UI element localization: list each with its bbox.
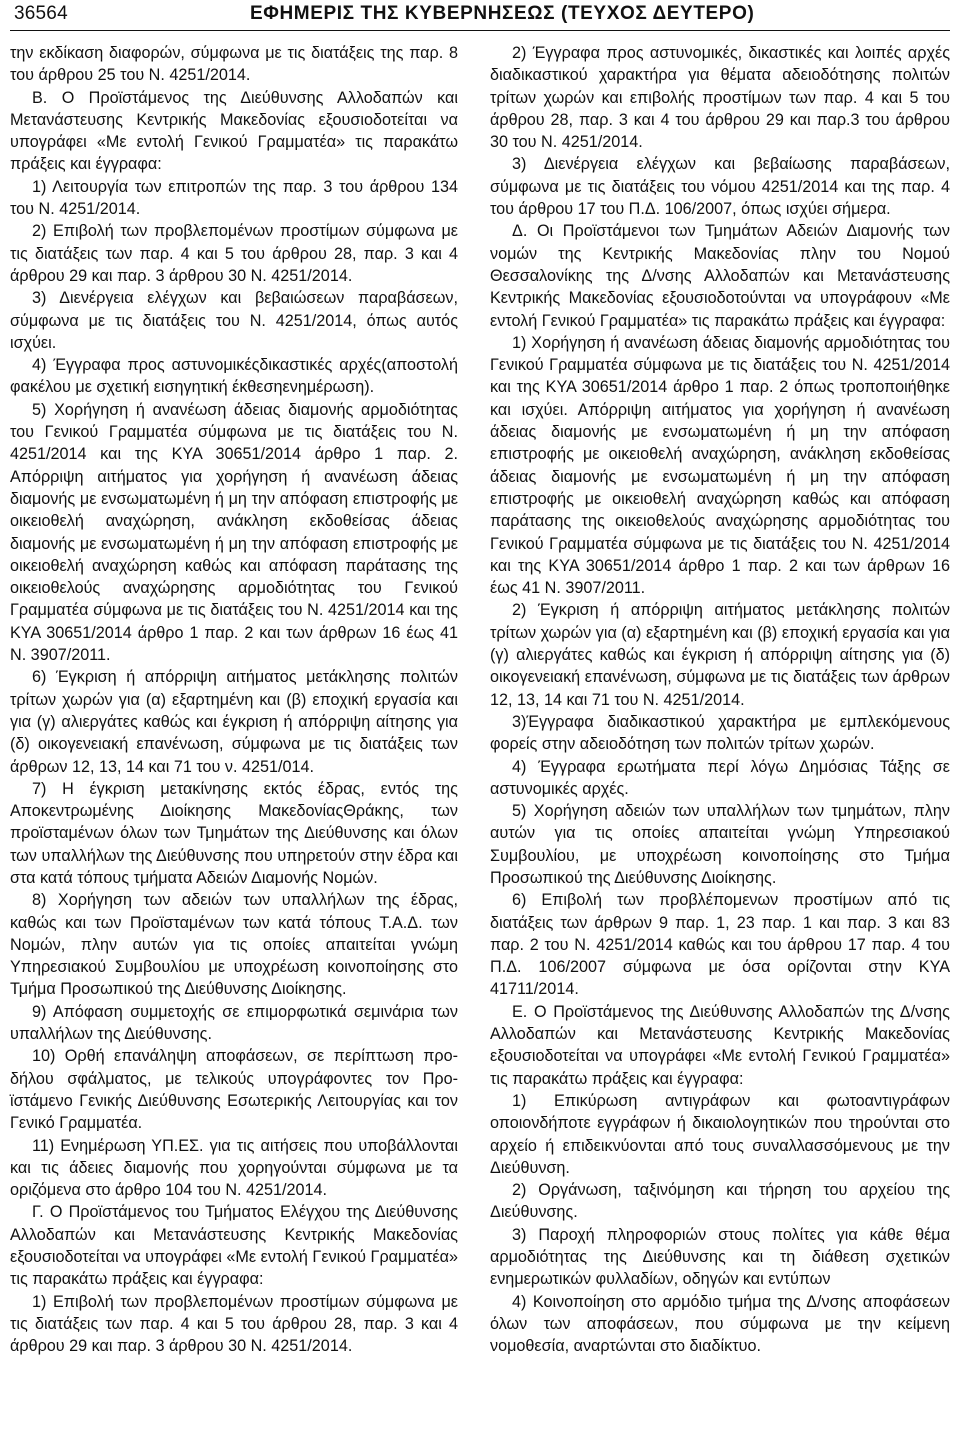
paragraph: 8) Χορήγηση των αδειών των υπαλλήλων της έδρας, καθώς και των Προϊσταμένων των κατά τόπους Τ.Α.Δ. των Νομών, πλην αυτών για τις οποίες απαιτείται γνώμη Υπηρεσιακού Συμβουλίου με υποχρέωση κοινοποίησης στο Τμήμα Προσωπικού της Διεύθυνσης Διοίκησης. [10, 891, 458, 999]
paragraph: 4) Έγγραφα προς αστυνομικέςδικαστικές αρχές(αποστολή φακέλου με σχετική εισηγητική έκθεσηενημέρωση). [10, 356, 458, 397]
paragraph: 4) Κοινοποίηση στο αρμόδιο τμήμα της Δ/νσης αποφάσεων όλων των αποφάσεων, που σύμφωνα με την κείμενη νομοθεσία, αναρτώνται στο διαδίκτυο. [490, 1292, 950, 1356]
page-header [10, 0, 950, 31]
paragraph: 11) Ενημέρωση ΥΠ.ΕΣ. για τις αιτήσεις που υποβάλλονται και τις άδειες διαμονής που χορηγούνται σύμφωνα με τα οριζόμενα στο άρθρο 104 του Ν. 4251/2014. [10, 1136, 458, 1200]
paragraph: Γ. Ο Προϊστάμενος του Τμήματος Ελέγχου της Διεύθυνσης Αλλοδαπών και Μετανάστευσης Κεντρικής Μακεδονίας εξουσιοδοτείται να υπογράφει «Με εντολή Γενικού Γραμματέα» τις παρακάτω πράξεις και έγγραφα: [10, 1203, 458, 1289]
paragraph: 1) Χορήγηση ή ανανέωση άδειας διαμονής αρμοδιότητας του Γενικού Γραμματέα σύμφωνα με τις διατάξεις του Ν. 4251/2014 και της ΚΥΑ 30651/2014 άρθρο 1 παρ. 2 όπως τροποποιήθηκε και ισχύει. Απόρριψη αιτήματος για χορήγηση ή ανανέωση άδειας διαμονής με ενσωματωμένη ή μη την απόφαση επιστροφής με οικειοθελή αναχώρηση, ανάκληση εκδοθείσας άδειας διαμονής με ενσωματωμένη ή μη την απόφαση επιστροφής με οικειοθελή αναχώρηση καθώς και απόφαση παράτασης της οικειοθελούς αναχώρησης αρμοδιότητας του Γενικού Γραμματέα σύμφωνα με τις διατάξεις του Ν. 4251/2014 και της ΚΥΑ 30651/2014 άρθρο 1 παρ. 2 και των άρθρων 16 έως 41 Ν. 3907/2011. [490, 333, 950, 598]
right-column [490, 42, 950, 1358]
paragraph: 9) Απόφαση συμμετοχής σε επιμορφωτικά σεμινάρια των υπαλλήλων της Διεύθυνσης. [10, 1002, 458, 1044]
paragraph: 10) Ορθή επανάληψη αποφάσεων, σε περίπτωση προδήλου σφάλματος, με τελικούς υπογράφοντες τον Προϊστάμενο Γενικής Διεύθυνσης Εσωτερικής Λειτουργίας και τον Γενικό Γραμματέα. [10, 1047, 458, 1133]
paragraph: 3) Παροχή πληροφοριών στους πολίτες για κάθε θέμα αρμοδιότητας της Διεύθυνσης και τη διάθεση σχετικών ενημερωτικών φυλλαδίων, οδηγών και εντύπων [490, 1225, 950, 1289]
paragraph: 1) Επικύρωση αντιγράφων και φωτοαντιγράφων οποιονδήποτε εγγράφων ή δικαιολογητικών που τηρούνται στο αρχείο ή επιδεικνύονται από τους συναλλασσόμενους με την Διεύθυνση. [490, 1091, 950, 1177]
paragraph: 6) Έγκριση ή απόρριψη αιτήματος μετάκλησης πολιτών τρίτων χωρών για (α) εξαρτημένη και (β) εποχική εργασία και για (γ) αλιεργάτες καθώς και έγκριση ή απόρριψη αίτησης για (δ) οικογενειακή επανένωση, σύμφωνα με τις διατάξεις των άρθρων 12, 13, 14 και 71 του ν. 4251/014. [10, 668, 458, 776]
paragraph: 1) Λειτουργία των επιτροπών της παρ. 3 του άρθρου 134 του Ν. 4251/2014. [10, 177, 458, 219]
paragraph: 5) Χορήγηση ή ανανέωση άδειας διαμονής αρμοδιότητας του Γενικού Γραμματέα σύμφωνα με τις διατάξεις του Ν. 4251/2014 και της ΚΥΑ 30651/2014 άρθρο 1 παρ. 2. Απόρριψη αιτήματος για χορήγηση ή ανανέωση άδειας διαμονής με ενσωματωμένη ή μη την απόφαση επιστροφής με οικειοθελή αναχώρηση, ανάκληση εκδοθείσας άδειας διαμονής με ενσωματωμένη ή μη την απόφαση επιστροφής με οικειοθελή αναχώρηση καθώς και απόφαση παράτασης της οικειοθελούς αναχώρησης αρμοδιότητας του Γενικού Γραμματέα σύμφωνα με τις διατάξεις του Ν. 4251/2014 και της ΚΥΑ 30651/2014 άρθρο 1 παρ. 2 και των άρθρων 16 έως 41 Ν. 3907/2011. [10, 400, 458, 665]
paragraph: 4) Έγγραφα ερωτήματα περί λόγω Δημόσιας Τάξης σε αστυνομικές αρχές. [490, 757, 950, 798]
paragraph: 3)Έγγραφα διαδικαστικού χαρακτήρα με εμπλεκόμενους φορείς στην αδειοδότηση των πολιτών τρίτων χωρών. [490, 712, 950, 754]
paragraph: 6) Επιβολή των προβλέπομενων προστίμων από τις διατάξεις των άρθρων 9 παρ. 1, 23 παρ. 1 και παρ. 3 και 83 παρ. 2 του Ν. 4251/2014 καθώς και του άρθρου 17 παρ. 4 του Π.Δ. 106/2007 σύμφωνα με όσα ορίζονται στην ΚΥΑ 41711/2014. [490, 891, 950, 999]
paragraph: 2) Έγκριση ή απόρριψη αιτήματος μετάκλησης πολιτών τρίτων χωρών για (α) εξαρτημένη και (β) εποχική εργασία και για (γ) αλιεργάτες καθώς και έγκριση ή απόρριψη αίτησης για (δ) οικογενειακή επανένωση, σύμφωνα με τις διατάξεις των άρθρων 12, 13, 14 και 71 του Ν. 4251/2014. [490, 601, 950, 709]
paragraph: Δ. Οι Προϊστάμενοι των Τμημάτων Αδειών Διαμονής των νομών της Κεντρικής Μακεδονίας πλην του Νομού Θεσσαλονίκης της Δ/νσης Αλλοδαπών και Μετανάστευσης Κεντρικής Μακεδονίας εξουσιοδοτούνται να υπογράφουν «Με εντολή Γενικού Γραμματέα» τις παρακάτω πράξεις και έγγραφα: [490, 222, 950, 330]
paragraph: την εκδίκαση διαφορών, σύμφωνα με τις διατάξεις της παρ. 8 του άρθρου 25 του Ν. 4251/2014. [10, 44, 458, 85]
paragraph: 2) Επιβολή των προβλεπομένων προστίμων σύμφωνα με τις διατάξεις των παρ. 4 και 5 του άρθρου 28, παρ. 3 και 4 άρθρου 29 και παρ. 3 άρθρου 30 Ν. 4251/2014. [10, 222, 458, 285]
paragraph: 1) Επιβολή των προβλεπομένων προστίμων σύμφωνα με τις διατάξεις των παρ. 4 και 5 του άρθρου 28, παρ. 3 και 4 άρθρου 29 και παρ. 3 άρθρου 30 Ν. 4251/2014. [10, 1292, 458, 1356]
paragraph: 2) Οργάνωση, ταξινόμηση και τήρηση του αρχείου της Διεύθυνσης. [490, 1181, 950, 1222]
left-column [10, 42, 458, 1358]
gazette-title: ΕΦΗΜΕΡΙΣ ΤΗΣ ΚΥΒΕΡΝΗΣΕΩΣ (ΤΕΥΧΟΣ ΔΕΥΤΕΡΟ) [250, 3, 755, 24]
paragraph: 3) Διενέργεια ελέγχων και βεβαιώσεων παραβάσεων, σύμφωνα με τις διατάξεις του Ν. 4251/2014, όπως αυτός ισχύει. [10, 289, 458, 352]
paragraph: 5) Χορήγηση αδειών των υπαλλήλων των τμημάτων, πλην αυτών για τις οποίες απαιτείται γνώμη Υπηρεσιακού Συμβουλίου, με υποχρέωση κοινοποίησης στο Τμήμα Προσωπικού της Διεύθυνσης Διοίκησης. [490, 802, 950, 887]
paragraph: 2) Έγγραφα προς αστυνομικές, δικαστικές και λοιπές αρχές διαδικαστικού χαρακτήρα για θέματα αδειοδότησης πολιτών τρίτων χωρών και επιβολής προστίμων των παρ. 4 και 5 του άρθρου 28, παρ. 3 και 4 του άρθρου 29 και παρ.3 του άρθρου 30 του Ν. 4251/2014. [490, 44, 950, 152]
paragraph: Β. Ο Προϊστάμενος της Διεύθυνσης Αλλοδαπών και Μετανάστευσης Κεντρικής Μακεδονίας εξουσιοδοτείται να υπογράφει «Με εντολή Γενικού Γραμματέα» τις παρακάτω πράξεις και έγγραφα: [10, 88, 458, 174]
page-number: 36564 [14, 3, 68, 24]
paragraph: 7) Η έγκριση μετακίνησης εκτός έδρας, εντός της Αποκεντρωμένης Διοίκησης ΜακεδονίαςΘράκης, των προϊσταμένων όλων των Τμημάτων της Διεύθυνσης και όλων των υπαλλήλων της Διεύθυνσης που υπηρετούν στην έδρα και στα κατά τόπους τμήματα Αδειών Διαμονής Νομών. [10, 779, 458, 887]
paragraph: Ε. Ο Προϊστάμενος της Διεύθυνσης Αλλοδαπών της Δ/νσης Αλλοδαπών και Μετανάστευσης Κεντρικής Μακεδονίας εξουσιοδοτείται να υπογράφει «Με εντολή Γενικού Γραμματέα» τις παρακάτω πράξεις και έγγραφα: [490, 1002, 950, 1088]
paragraph: 3) Διενέργεια ελέγχων και βεβαίωσης παραβάσεων, σύμφωνα με τις διατάξεις του νόμου 4251/2014 και της παρ. 4 του άρθρου 17 του Π.Δ. 106/2007, όπως ισχύει σήμερα. [490, 155, 950, 219]
